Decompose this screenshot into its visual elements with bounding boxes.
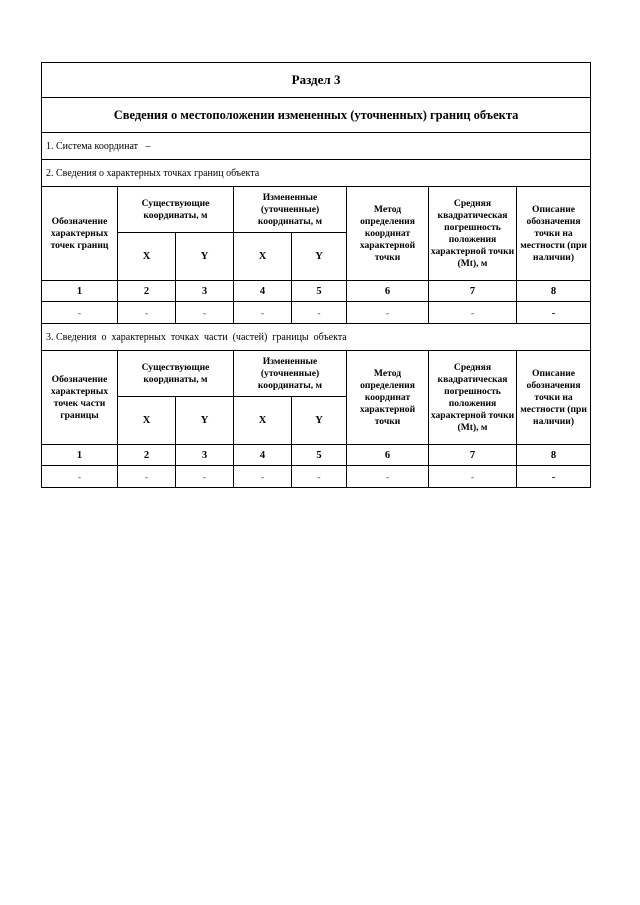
table-cell: - xyxy=(429,466,517,488)
coord-system-label: 1. Система координат xyxy=(46,140,139,152)
table2-header-changed-x: X xyxy=(234,397,292,445)
coord-system-value: – xyxy=(145,140,151,152)
table-cell: - xyxy=(118,302,176,324)
document-page xyxy=(41,62,590,488)
section-3-table xyxy=(41,62,591,488)
table2-number-row xyxy=(42,445,591,466)
table1-number-row xyxy=(42,281,591,302)
table2-header-existing: Существующие координаты, м xyxy=(118,351,234,397)
table2-col-number: 7 xyxy=(429,445,517,466)
table1-col-number: 4 xyxy=(234,281,292,302)
table-cell: - xyxy=(176,466,234,488)
table1-header-changed-y: Y xyxy=(292,233,347,281)
table-cell: - xyxy=(347,302,429,324)
table-cell: - xyxy=(234,302,292,324)
table1-data-row xyxy=(42,302,591,324)
table-cell: - xyxy=(292,466,347,488)
table1-header-designation: Обозначение характерных точек границ xyxy=(42,187,118,281)
table1-col-number: 8 xyxy=(517,281,591,302)
table1-caption: 2. Сведения о характерных точках границ объекта xyxy=(42,160,591,187)
table-cell: - xyxy=(42,302,118,324)
table2-col-number: 2 xyxy=(118,445,176,466)
table2-header-existing-x: X xyxy=(118,397,176,445)
table1-header-existing: Существующие координаты, м xyxy=(118,187,234,233)
table2-col-number: 8 xyxy=(517,445,591,466)
table1-col-number: 2 xyxy=(118,281,176,302)
table1-header-error: Средняя квадратическая погрешность положения характерной точки (Mt), м xyxy=(429,187,517,281)
table1-col-number: 3 xyxy=(176,281,234,302)
table-cell: - xyxy=(347,466,429,488)
table1-header-changed: Измененные (уточненные) координаты, м xyxy=(234,187,347,233)
coord-system-row xyxy=(42,133,591,160)
table2-header-existing-y: Y xyxy=(176,397,234,445)
table2-col-number: 5 xyxy=(292,445,347,466)
table1-header-description: Описание обозначения точки на местности (при наличии) xyxy=(517,187,591,281)
table2-header-error: Средняя квадратическая погрешность положения характерной точки (Mt), м xyxy=(429,351,517,445)
table1-header-changed-x: X xyxy=(234,233,292,281)
table2-col-number: 1 xyxy=(42,445,118,466)
table-cell: - xyxy=(292,302,347,324)
table1-col-number: 7 xyxy=(429,281,517,302)
table2-header-changed: Измененные (уточненные) координаты, м xyxy=(234,351,347,397)
section-title: Раздел 3 xyxy=(42,63,591,98)
section-subtitle: Сведения о местоположении измененных (уточненных) границ объекта xyxy=(42,98,591,133)
table2-header-changed-y: Y xyxy=(292,397,347,445)
table2-col-number: 3 xyxy=(176,445,234,466)
table2-col-number: 6 xyxy=(347,445,429,466)
table-cell: - xyxy=(118,466,176,488)
table2-col-number: 4 xyxy=(234,445,292,466)
table1-col-number: 5 xyxy=(292,281,347,302)
table1-header-existing-x: X xyxy=(118,233,176,281)
table-cell: - xyxy=(176,302,234,324)
table2-data-row xyxy=(42,466,591,488)
table2-caption: 3. Сведения о характерных точках части (частей) границы объекта xyxy=(42,324,591,351)
table2-header-description: Описание обозначения точки на местности (при наличии) xyxy=(517,351,591,445)
table1-header-method: Метод определения координат характерной точки xyxy=(347,187,429,281)
table1-header-existing-y: Y xyxy=(176,233,234,281)
table2-header-designation: Обозначение характерных точек части границы xyxy=(42,351,118,445)
table-cell: - xyxy=(517,466,591,488)
table2-header-method: Метод определения координат характерной точки xyxy=(347,351,429,445)
table1-col-number: 6 xyxy=(347,281,429,302)
table-cell: - xyxy=(429,302,517,324)
table1-col-number: 1 xyxy=(42,281,118,302)
table-cell: - xyxy=(42,466,118,488)
table-cell: - xyxy=(517,302,591,324)
table-cell: - xyxy=(234,466,292,488)
